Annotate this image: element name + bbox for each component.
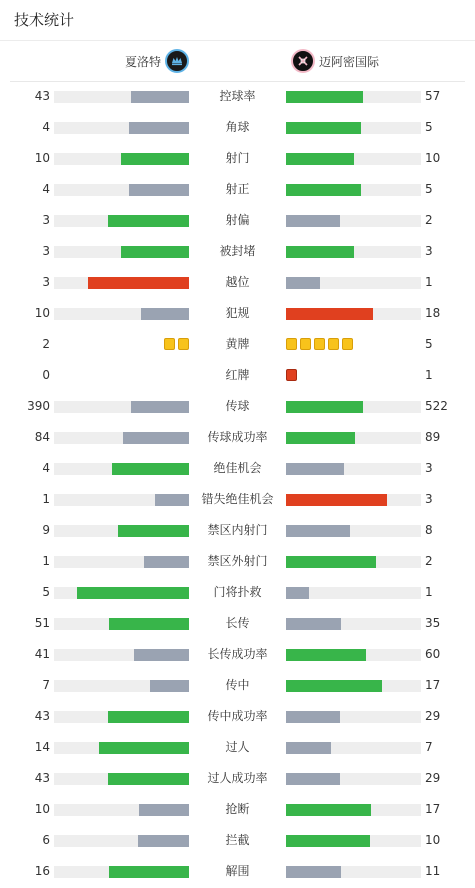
away-stat-value: 3 xyxy=(425,244,433,258)
home-stat-bar xyxy=(54,618,189,630)
home-stat-bar-fill xyxy=(155,494,189,506)
home-stat-bar xyxy=(54,649,189,661)
away-stat-bar-fill xyxy=(286,649,366,661)
home-stat-value: 390 xyxy=(27,399,50,413)
stat-row xyxy=(0,453,475,484)
away-stat-value: 3 xyxy=(425,461,433,475)
home-stat-bar xyxy=(54,432,189,444)
home-stat-bar-fill xyxy=(109,618,189,630)
away-stat-bar-fill xyxy=(286,835,370,847)
away-stat-bar-fill xyxy=(286,122,361,134)
away-stat-bar-fill xyxy=(286,91,363,103)
home-stat-bar xyxy=(54,91,189,103)
stat-row xyxy=(0,112,475,143)
stat-label: 传中 xyxy=(225,678,250,692)
away-stat-value: 60 xyxy=(425,647,441,661)
home-stat-bar-fill xyxy=(131,91,189,103)
away-stat-bar xyxy=(286,246,421,258)
home-stat-value: 4 xyxy=(42,182,50,196)
home-stat-value: 41 xyxy=(34,647,50,661)
stat-row xyxy=(0,670,475,701)
stat-label: 红牌 xyxy=(225,368,250,382)
away-stat-bar xyxy=(286,184,421,196)
away-stat-bar xyxy=(286,215,421,227)
stat-row xyxy=(0,763,475,794)
away-stat-value: 57 xyxy=(425,89,441,103)
home-stat-value: 2 xyxy=(42,337,50,351)
home-stat-bar xyxy=(54,835,189,847)
home-stat-bar xyxy=(54,680,189,692)
stat-row xyxy=(0,825,475,856)
stat-label: 错失绝佳机会 xyxy=(201,492,274,506)
home-stat-bar-fill xyxy=(108,773,189,785)
home-stat-value: 43 xyxy=(34,771,50,785)
stat-label: 黄牌 xyxy=(225,337,250,351)
home-stat-value: 0 xyxy=(42,368,50,382)
home-stat-bar-fill xyxy=(121,153,189,165)
away-stat-value: 1 xyxy=(425,585,433,599)
away-stat-bar xyxy=(286,742,421,754)
away-stat-value: 29 xyxy=(425,771,441,785)
home-stat-bar xyxy=(54,463,189,475)
away-stat-bar xyxy=(286,711,421,723)
home-stat-bar-fill xyxy=(129,184,189,196)
red-card-icon xyxy=(286,369,297,381)
stat-label: 抢断 xyxy=(225,802,250,816)
away-stat-bar xyxy=(286,432,421,444)
stats-list xyxy=(0,81,475,887)
stat-row xyxy=(0,360,475,391)
away-stat-bar-fill xyxy=(286,463,344,475)
away-stat-bar xyxy=(286,618,421,630)
away-stat-value: 10 xyxy=(425,833,441,847)
stat-row xyxy=(0,174,475,205)
away-stat-value: 5 xyxy=(425,182,433,196)
away-stat-bar-fill xyxy=(286,308,373,320)
home-stat-bar xyxy=(54,804,189,816)
home-stat-bar-fill xyxy=(134,649,189,661)
away-stat-bar-fill xyxy=(286,153,354,165)
stat-row xyxy=(0,267,475,298)
stat-label: 过人 xyxy=(225,740,250,754)
home-stat-bar xyxy=(54,587,189,599)
home-stat-bar-fill xyxy=(121,246,189,258)
home-stat-bar-fill xyxy=(129,122,189,134)
home-stat-bar xyxy=(54,556,189,568)
away-cards xyxy=(286,369,297,383)
stat-label: 解围 xyxy=(225,864,250,878)
stat-row xyxy=(0,577,475,608)
home-stat-value: 1 xyxy=(42,554,50,568)
home-stat-bar xyxy=(54,742,189,754)
away-stat-bar xyxy=(286,835,421,847)
stat-row xyxy=(0,732,475,763)
home-stat-bar xyxy=(54,246,189,258)
stat-label: 绝佳机会 xyxy=(213,461,262,475)
home-stat-value: 43 xyxy=(34,709,50,723)
home-stat-bar-fill xyxy=(123,432,189,444)
away-stat-bar xyxy=(286,308,421,320)
home-stat-bar xyxy=(54,277,189,289)
away-cards xyxy=(286,338,353,352)
stat-label: 射正 xyxy=(225,182,250,196)
away-stat-bar xyxy=(286,463,421,475)
home-stat-value: 16 xyxy=(34,864,50,878)
stat-label: 角球 xyxy=(225,120,250,134)
home-stat-bar-fill xyxy=(112,463,189,475)
home-team[interactable] xyxy=(125,41,189,81)
away-stat-bar xyxy=(286,587,421,599)
away-stat-value: 11 xyxy=(425,864,441,878)
home-stat-value: 7 xyxy=(42,678,50,692)
away-stat-bar-fill xyxy=(286,866,341,878)
stat-label: 拦截 xyxy=(225,833,250,847)
away-stat-bar xyxy=(286,153,421,165)
stat-row xyxy=(0,546,475,577)
stat-row xyxy=(0,422,475,453)
away-stat-value: 17 xyxy=(425,678,441,692)
stat-row xyxy=(0,608,475,639)
away-stat-value: 35 xyxy=(425,616,441,630)
home-stat-bar-fill xyxy=(131,401,189,413)
home-stat-value: 84 xyxy=(34,430,50,444)
home-stat-value: 3 xyxy=(42,275,50,289)
away-stat-value: 29 xyxy=(425,709,441,723)
home-stat-bar-fill xyxy=(109,866,189,878)
away-stat-bar-fill xyxy=(286,215,340,227)
home-stat-value: 3 xyxy=(42,213,50,227)
home-stat-bar-fill xyxy=(138,835,189,847)
away-stat-bar xyxy=(286,680,421,692)
home-stat-bar-fill xyxy=(77,587,189,599)
stat-label: 传球 xyxy=(225,399,250,413)
home-stat-bar xyxy=(54,494,189,506)
home-stat-bar xyxy=(54,122,189,134)
stat-label: 传中成功率 xyxy=(207,709,268,723)
away-stat-value: 1 xyxy=(425,368,433,382)
away-stat-bar-fill xyxy=(286,277,320,289)
away-stat-bar xyxy=(286,277,421,289)
stat-label: 犯规 xyxy=(225,306,250,320)
stat-row xyxy=(0,391,475,422)
stat-row xyxy=(0,298,475,329)
home-cards xyxy=(164,338,189,352)
home-stat-bar-fill xyxy=(88,277,189,289)
stat-label: 禁区内射门 xyxy=(207,523,268,537)
charlotte-fc-logo-icon xyxy=(165,49,189,73)
home-stat-bar-fill xyxy=(118,525,189,537)
stat-label: 传球成功率 xyxy=(207,430,268,444)
away-stat-value: 2 xyxy=(425,554,433,568)
home-stat-bar-fill xyxy=(150,680,189,692)
home-stat-value: 51 xyxy=(34,616,50,630)
away-stat-value: 2 xyxy=(425,213,433,227)
away-stat-bar-fill xyxy=(286,711,340,723)
away-stat-value: 17 xyxy=(425,802,441,816)
away-stat-bar-fill xyxy=(286,804,371,816)
away-stat-bar-fill xyxy=(286,401,363,413)
home-stat-bar xyxy=(54,866,189,878)
away-stat-bar xyxy=(286,773,421,785)
home-stat-bar xyxy=(54,401,189,413)
stat-label: 长传成功率 xyxy=(207,647,268,661)
home-stat-bar xyxy=(54,308,189,320)
home-team-name: 夏洛特 xyxy=(125,54,162,69)
home-stat-value: 10 xyxy=(34,802,50,816)
stat-row xyxy=(0,205,475,236)
away-stat-value: 8 xyxy=(425,523,433,537)
home-stat-bar xyxy=(54,711,189,723)
home-stat-value: 10 xyxy=(34,151,50,165)
home-stat-bar xyxy=(54,184,189,196)
home-stat-value: 4 xyxy=(42,120,50,134)
away-stat-bar-fill xyxy=(286,587,309,599)
away-stat-bar xyxy=(286,649,421,661)
home-stat-value: 43 xyxy=(34,89,50,103)
yellow-card-icon xyxy=(164,338,175,350)
stat-label: 禁区外射门 xyxy=(207,554,268,568)
away-stat-bar-fill xyxy=(286,246,354,258)
away-stat-bar-fill xyxy=(286,494,387,506)
away-stat-bar xyxy=(286,866,421,878)
yellow-card-icon xyxy=(342,338,353,350)
home-stat-bar xyxy=(54,773,189,785)
away-team[interactable] xyxy=(291,41,379,81)
home-stat-value: 10 xyxy=(34,306,50,320)
stat-row xyxy=(0,794,475,825)
home-stat-value: 5 xyxy=(42,585,50,599)
away-stat-bar xyxy=(286,122,421,134)
away-stat-value: 89 xyxy=(425,430,441,444)
away-stat-bar xyxy=(286,91,421,103)
stat-row xyxy=(0,701,475,732)
away-stat-bar-fill xyxy=(286,525,350,537)
away-team-name: 迈阿密国际 xyxy=(319,54,380,69)
stat-label: 控球率 xyxy=(219,89,256,103)
home-stat-value: 1 xyxy=(42,492,50,506)
home-stat-bar-fill xyxy=(144,556,189,568)
stat-label: 射门 xyxy=(225,151,250,165)
away-stat-bar-fill xyxy=(286,184,361,196)
stat-row xyxy=(0,81,475,112)
home-stat-bar xyxy=(54,215,189,227)
away-stat-bar-fill xyxy=(286,432,355,444)
home-stat-bar-fill xyxy=(108,711,189,723)
away-stat-bar xyxy=(286,556,421,568)
stat-row xyxy=(0,143,475,174)
stat-row xyxy=(0,236,475,267)
home-stat-value: 14 xyxy=(34,740,50,754)
team-header xyxy=(10,41,465,82)
away-stat-bar xyxy=(286,401,421,413)
stat-label: 长传 xyxy=(225,616,250,630)
away-stat-value: 10 xyxy=(425,151,441,165)
home-stat-value: 6 xyxy=(42,833,50,847)
yellow-card-icon xyxy=(300,338,311,350)
stat-label: 被封堵 xyxy=(219,244,256,258)
away-stat-value: 18 xyxy=(425,306,441,320)
home-stat-bar xyxy=(54,525,189,537)
away-stat-bar-fill xyxy=(286,742,331,754)
yellow-card-icon xyxy=(314,338,325,350)
home-stat-bar-fill xyxy=(99,742,189,754)
away-stat-bar-fill xyxy=(286,680,382,692)
home-stat-value: 4 xyxy=(42,461,50,475)
away-stat-bar-fill xyxy=(286,618,341,630)
stat-row xyxy=(0,329,475,360)
inter-miami-logo-icon xyxy=(291,49,315,73)
home-stat-bar xyxy=(54,153,189,165)
away-stat-value: 5 xyxy=(425,337,433,351)
away-stat-bar-fill xyxy=(286,773,340,785)
page-title: 技术统计 xyxy=(0,0,475,41)
yellow-card-icon xyxy=(178,338,189,350)
away-stat-value: 1 xyxy=(425,275,433,289)
away-stat-bar xyxy=(286,525,421,537)
stat-row xyxy=(0,484,475,515)
away-stat-bar-fill xyxy=(286,556,376,568)
home-stat-value: 3 xyxy=(42,244,50,258)
stat-label: 过人成功率 xyxy=(207,771,268,785)
stat-label: 射偏 xyxy=(225,213,250,227)
home-stat-bar-fill xyxy=(108,215,189,227)
away-stat-bar xyxy=(286,804,421,816)
away-stat-bar xyxy=(286,494,421,506)
stat-label: 门将扑救 xyxy=(213,585,262,599)
yellow-card-icon xyxy=(286,338,297,350)
away-stat-value: 7 xyxy=(425,740,433,754)
home-stat-value: 9 xyxy=(42,523,50,537)
stat-label: 越位 xyxy=(225,275,250,289)
stat-row xyxy=(0,515,475,546)
home-stat-bar-fill xyxy=(139,804,189,816)
stat-row xyxy=(0,856,475,887)
away-stat-value: 5 xyxy=(425,120,433,134)
home-stat-bar-fill xyxy=(141,308,189,320)
stat-row xyxy=(0,639,475,670)
away-stat-value: 522 xyxy=(425,399,448,413)
yellow-card-icon xyxy=(328,338,339,350)
away-stat-value: 3 xyxy=(425,492,433,506)
